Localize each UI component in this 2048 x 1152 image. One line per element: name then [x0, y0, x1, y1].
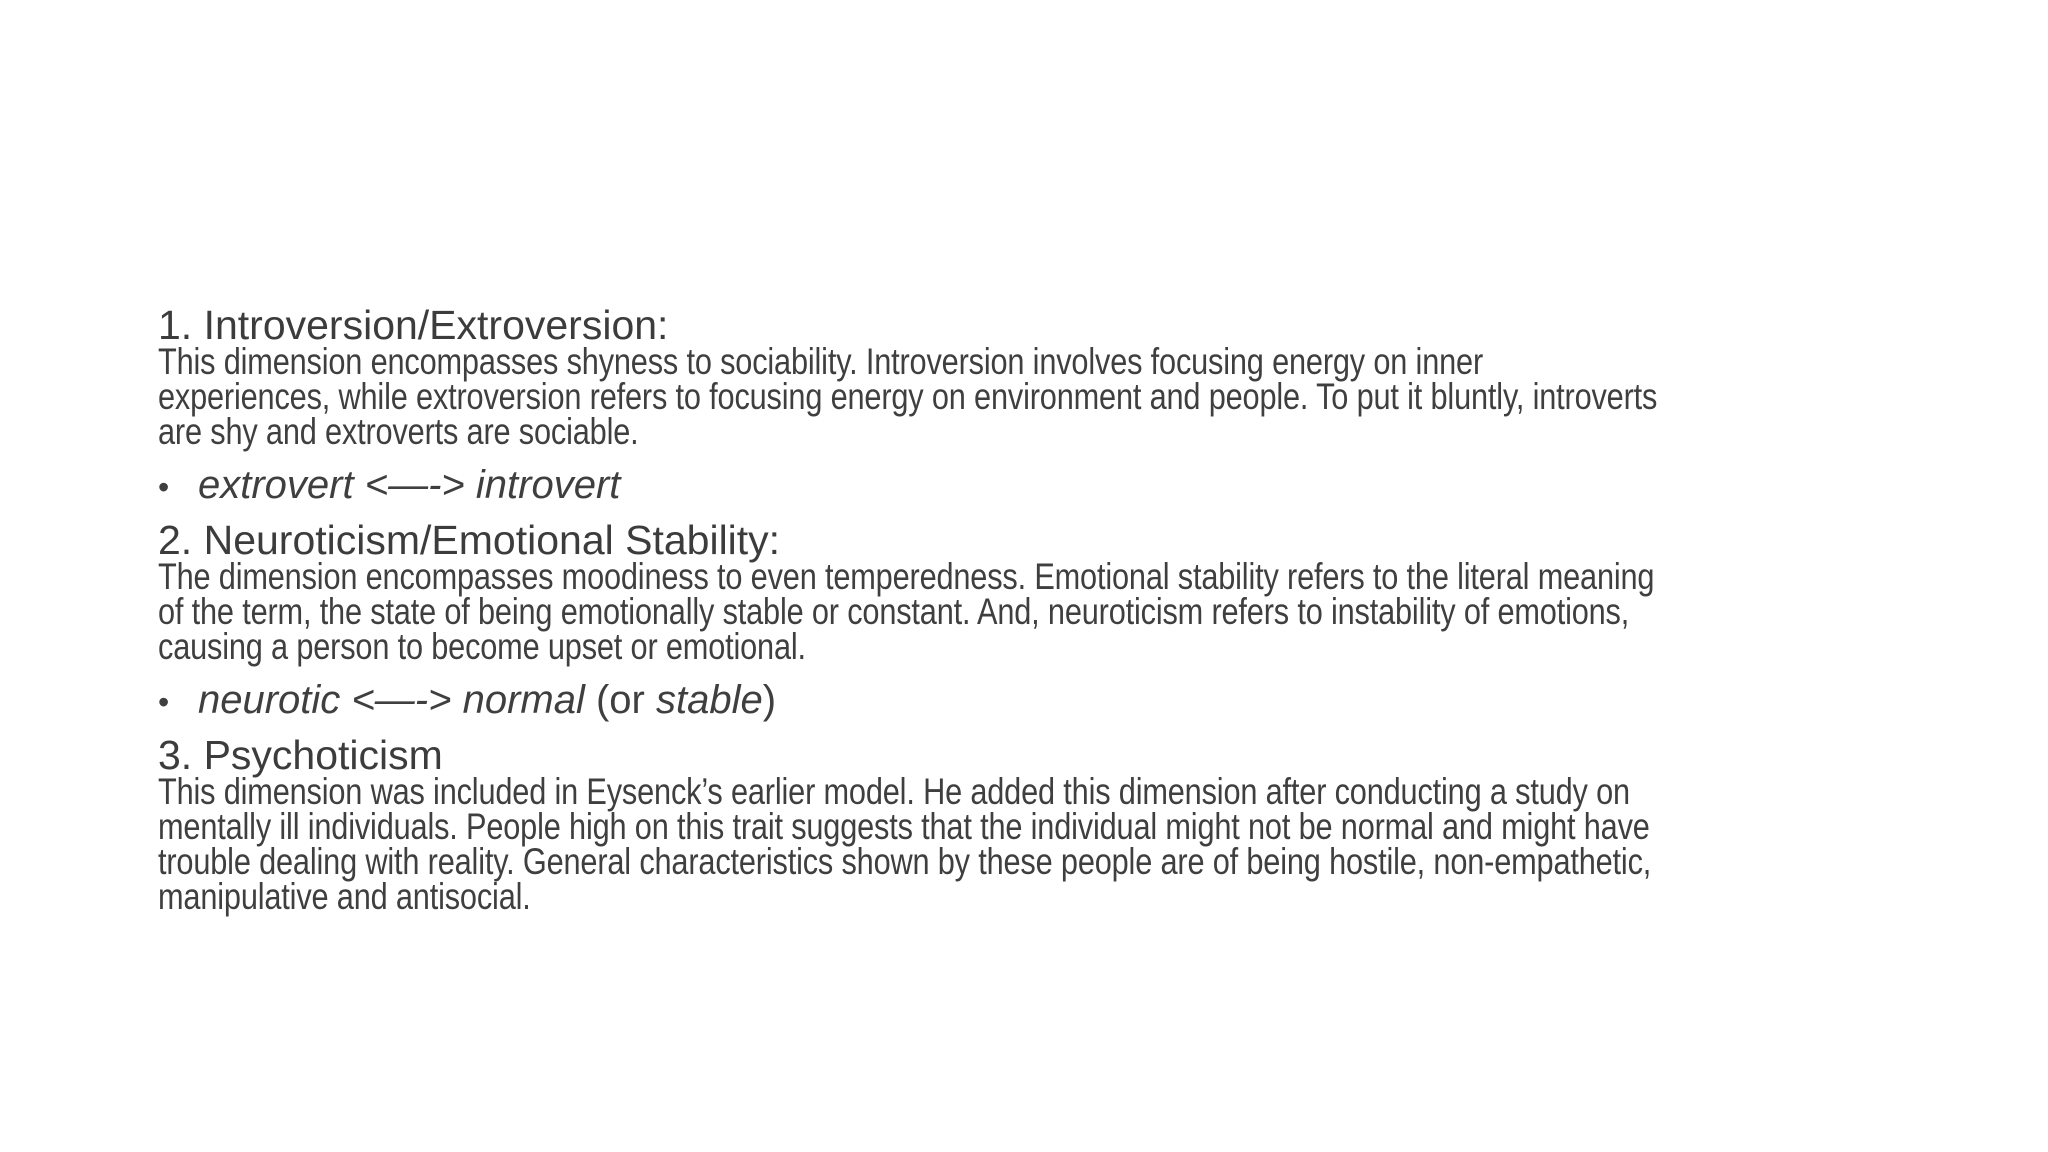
section-heading: 2. Neuroticism/Emotional Stability: [158, 517, 781, 563]
bullet-neurotic-normal [158, 680, 1918, 722]
bullet-paren-open: (or [584, 678, 656, 722]
bullet-arrow: <—-> [364, 463, 465, 507]
section-paragraph [158, 556, 1918, 667]
section-heading: 1. Introversion/Extroversion: [158, 302, 669, 348]
paragraph-line: trouble dealing with reality. General characteristics shown by these people are of being hostile, non-empathetic, [158, 841, 1652, 882]
bullet-term-right: normal [462, 678, 585, 722]
section-paragraph [158, 771, 1918, 917]
bullet-marker: • [158, 469, 170, 505]
section-psychoticism [158, 732, 1918, 917]
section-introversion-extroversion [158, 302, 1918, 452]
paragraph-line: are shy and extroverts are sociable. [158, 411, 639, 452]
paragraph-line: experiences, while extroversion refers to focusing energy on environment and people. To put it bluntly, introverts [158, 376, 1658, 417]
section-neuroticism-stability [158, 517, 1918, 667]
paragraph-line: causing a person to become upset or emotional. [158, 626, 806, 667]
bullet-arrow: <—-> [351, 678, 452, 722]
bullet-marker: • [158, 684, 170, 720]
paragraph-line: The dimension encompasses moodiness to even temperedness. Emotional stability refers to the literal meaning [158, 556, 1655, 597]
bullet-term-left: neurotic [198, 678, 341, 722]
bullet-term-left: extrovert [198, 463, 354, 507]
bullet-term-right: introvert [475, 463, 621, 507]
paragraph-line: manipulative and antisocial. [158, 876, 531, 917]
bullet-term-alt: stable [656, 678, 763, 722]
section-paragraph [158, 341, 1918, 452]
section-heading: 3. Psychoticism [158, 732, 443, 778]
paragraph-line: mentally ill individuals. People high on this trait suggests that the individual might not be normal and might have [158, 806, 1650, 847]
paragraph-line: of the term, the state of being emotionally stable or constant. And, neuroticism refers to instability of emotions, [158, 591, 1630, 632]
paragraph-line: This dimension encompasses shyness to sociability. Introversion involves focusing energy on inner [158, 341, 1484, 382]
paragraph-line: This dimension was included in Eysenck’s earlier model. He added this dimension after conducting a study on [158, 771, 1630, 812]
bullet-paren-close: ) [762, 678, 777, 722]
bullet-extrovert-introvert [158, 465, 1918, 507]
slide-content [158, 302, 1918, 917]
